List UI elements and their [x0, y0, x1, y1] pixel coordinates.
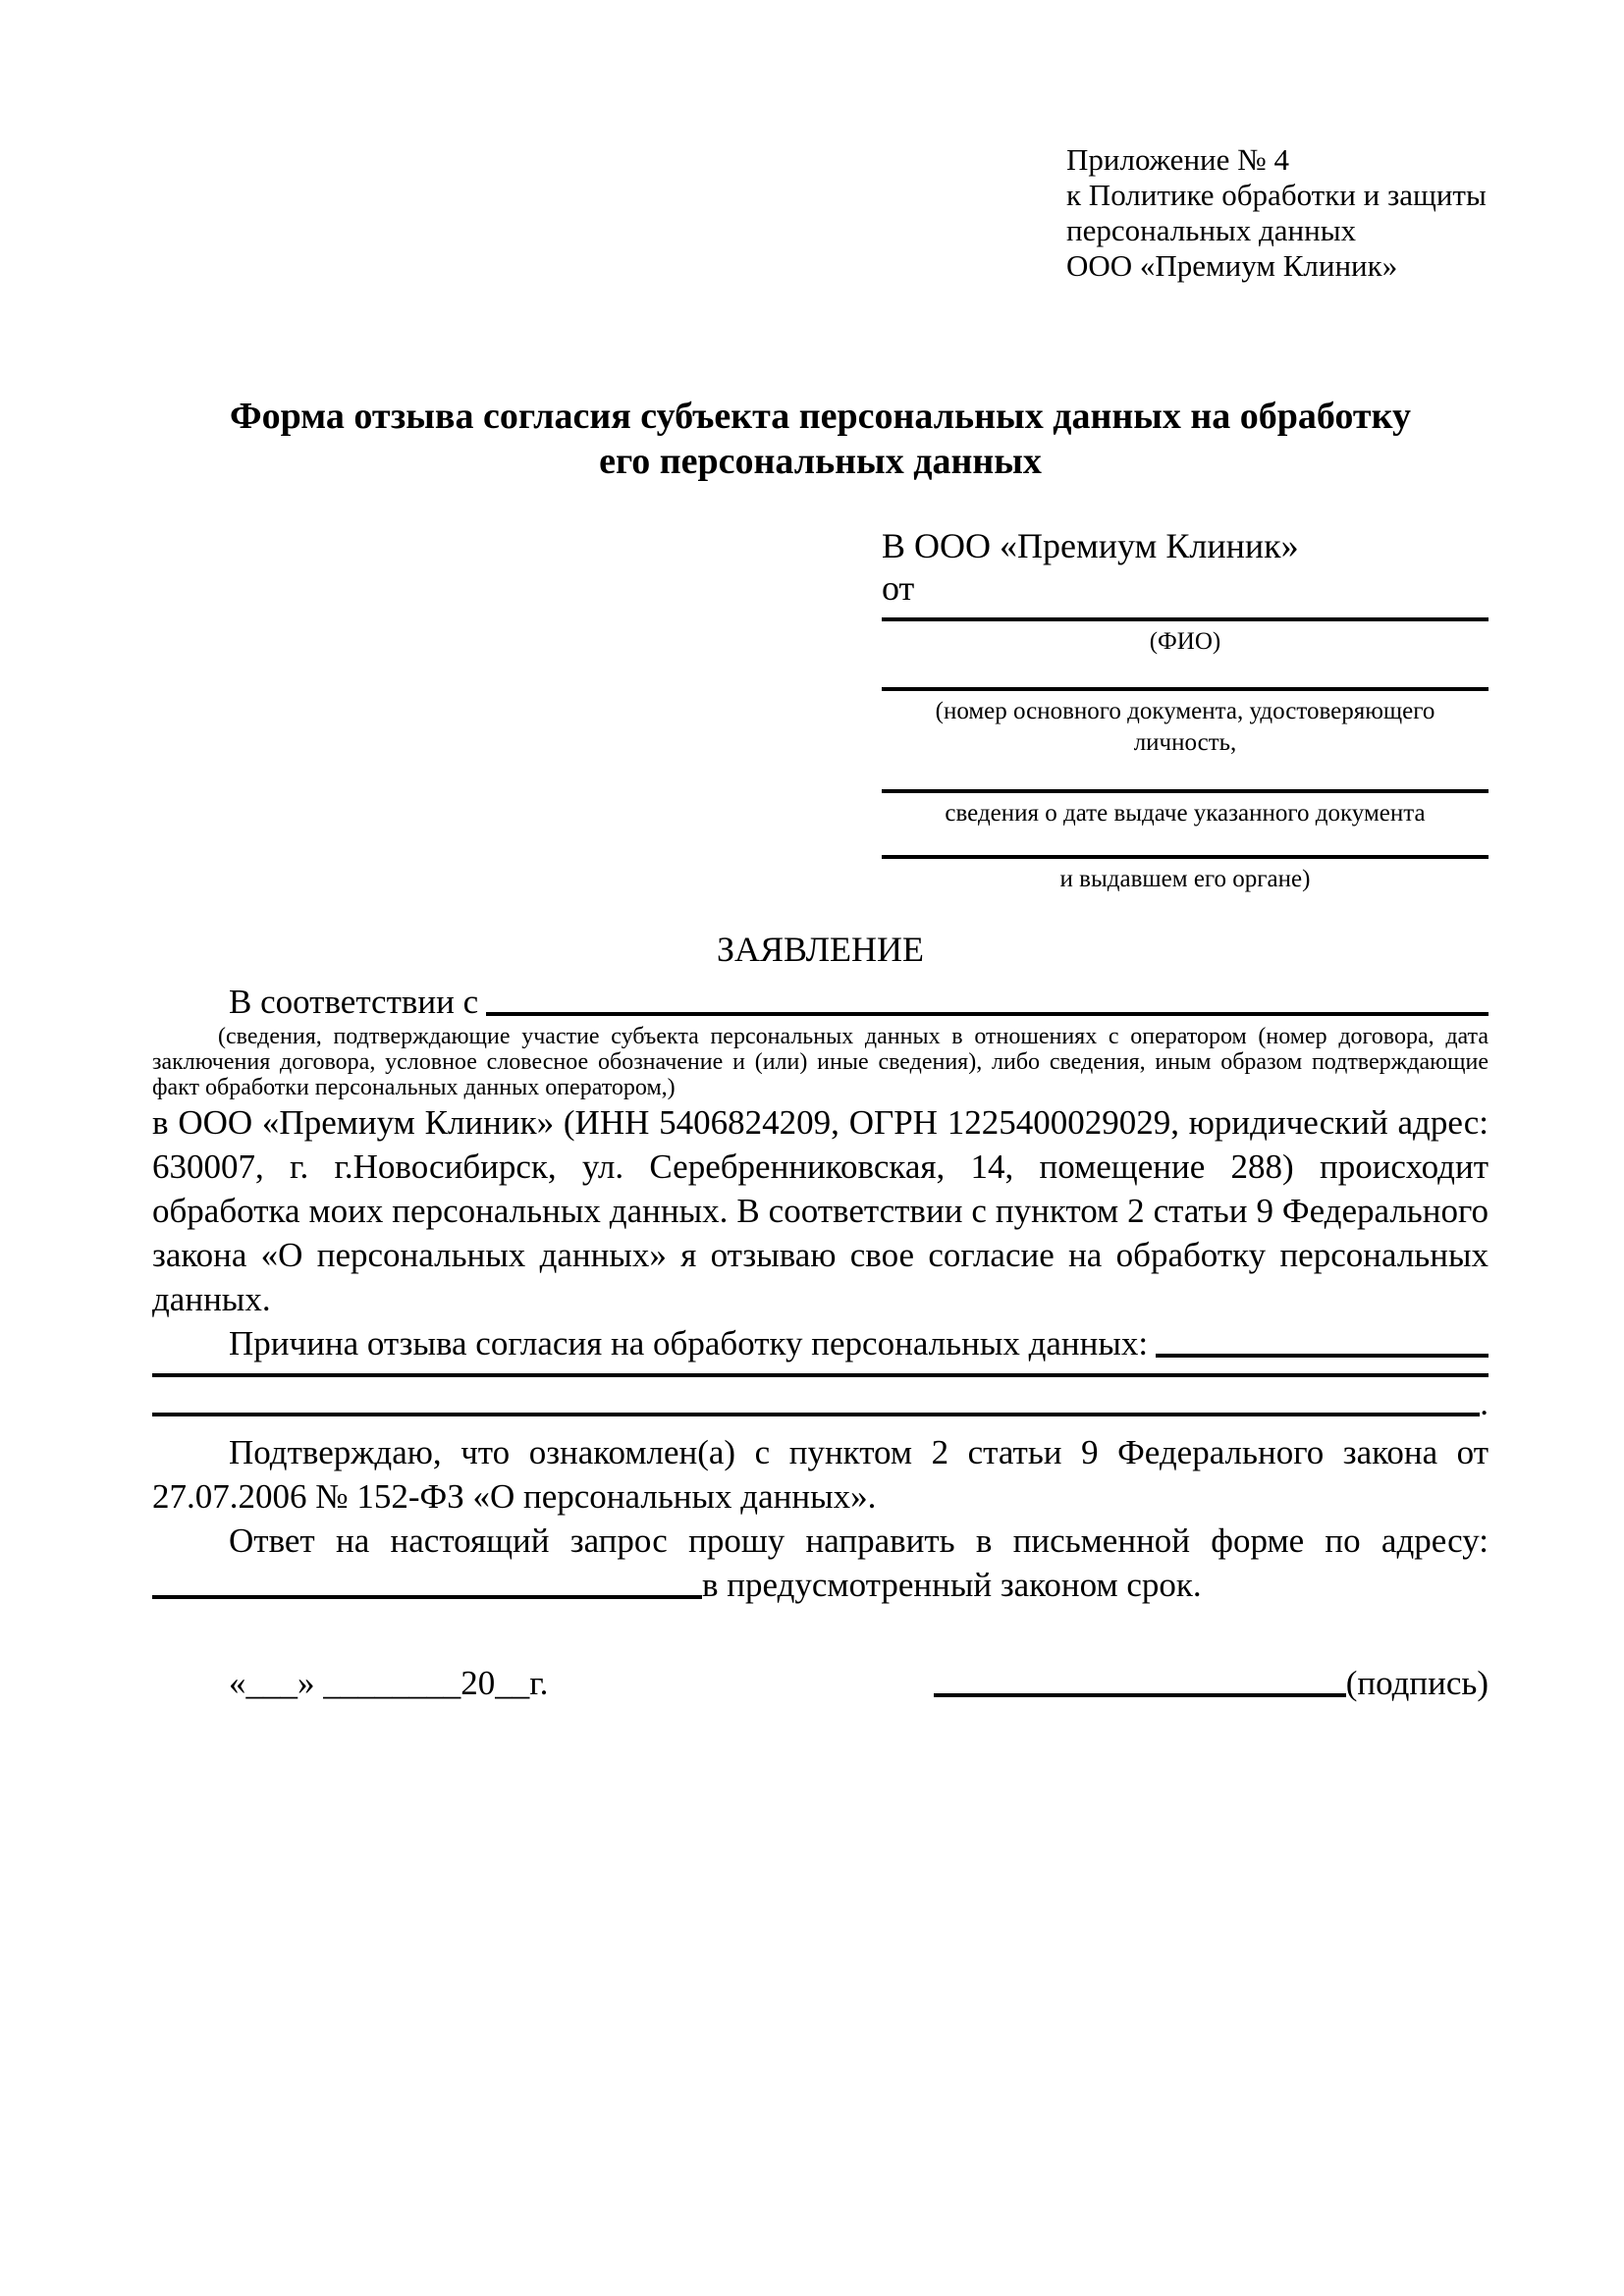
addressee-from-label: от	[882, 568, 915, 608]
signature-blank-line	[934, 1693, 1346, 1697]
accordance-row	[152, 980, 1489, 1024]
reason-blank-line	[1156, 1354, 1489, 1358]
fio-blank-line	[882, 617, 1489, 621]
addressee-block	[882, 525, 1489, 895]
issue-date-blank-line	[882, 789, 1489, 793]
reason-label: Причина отзыва согласия на обработку персональных данных:	[229, 1324, 1149, 1362]
reply-paragraph: Ответ на настоящий запрос прошу направить в письменной форме по адресу:	[229, 1522, 1489, 1560]
issuing-authority-blank-line	[882, 855, 1489, 859]
accordance-label: В соответствии с	[229, 983, 479, 1021]
signature-group	[934, 1661, 1489, 1705]
reason-extra-line-2-row	[152, 1383, 1489, 1424]
statement-footnote: (сведения, подтверждающие участие субъекта персональных данных в отношениях с оператором (номер договора, дата заключения договора, условное словесное обозначение и (или) иные сведения), либо сведения, иным образом подтверждающие факт обработки персональных данных оператором,)	[152, 1024, 1489, 1100]
confirm-paragraph: Подтверждаю, что ознакомлен(а) с пунктом 2 статьи 9 Федерального закона от 27.07.2006 № 152-ФЗ «О персональных данных».	[152, 1433, 1489, 1516]
addressee-to: В ООО «Премиум Клиник»	[882, 526, 1299, 565]
address-blank-line	[152, 1595, 702, 1599]
doc-number-caption: (номер основного документа, удостоверяющего личность,	[935, 698, 1435, 756]
signature-caption: (подпись)	[1345, 1664, 1489, 1702]
date-line: «___» ________20__г.	[229, 1664, 549, 1702]
reply-tail-text: в предусмотренный законом срок.	[702, 1566, 1202, 1604]
statement-heading: ЗАЯВЛЕНИЕ	[716, 930, 925, 969]
appendix-line: ООО «Премиум Клиник»	[1066, 248, 1398, 283]
fio-caption: (ФИО)	[1149, 628, 1221, 655]
appendix-line: к Политике обработки и защиты	[1066, 178, 1487, 212]
appendix-block	[1066, 142, 1489, 284]
accordance-blank-line	[486, 1012, 1489, 1016]
main-paragraph: в ООО «Премиум Клиник» (ИНН 5406824209, ОГРН 1225400029029, юридический адрес: 630007, г. г.Новосибирск, ул. Серебренниковская, 14, помещение 288) происходит обработка моих персональных данных. В соответствии с пунктом 2 статьи 9 Федерального закона «О персональных данных» я отзываю свое согласие на обработку персональных данных.	[152, 1103, 1489, 1318]
reason-extra-blank-line-2	[152, 1413, 1480, 1416]
reason-row	[152, 1321, 1489, 1365]
footer-row	[152, 1661, 1489, 1705]
appendix-line: Приложение № 4	[1066, 142, 1289, 177]
issue-date-caption: сведения о дате выдаче указанного документа	[945, 800, 1426, 827]
sentence-period: .	[1480, 1384, 1489, 1422]
issuing-authority-caption: и выдавшем его органе)	[1059, 866, 1311, 892]
appendix-line: персональных данных	[1066, 213, 1357, 247]
reply-address-row	[152, 1563, 1489, 1607]
doc-number-blank-line	[882, 687, 1489, 691]
document-title: Форма отзыва согласия субъекта персональных данных на обработку его персональных данных	[230, 396, 1411, 482]
reason-extra-blank-line-1	[152, 1373, 1489, 1377]
